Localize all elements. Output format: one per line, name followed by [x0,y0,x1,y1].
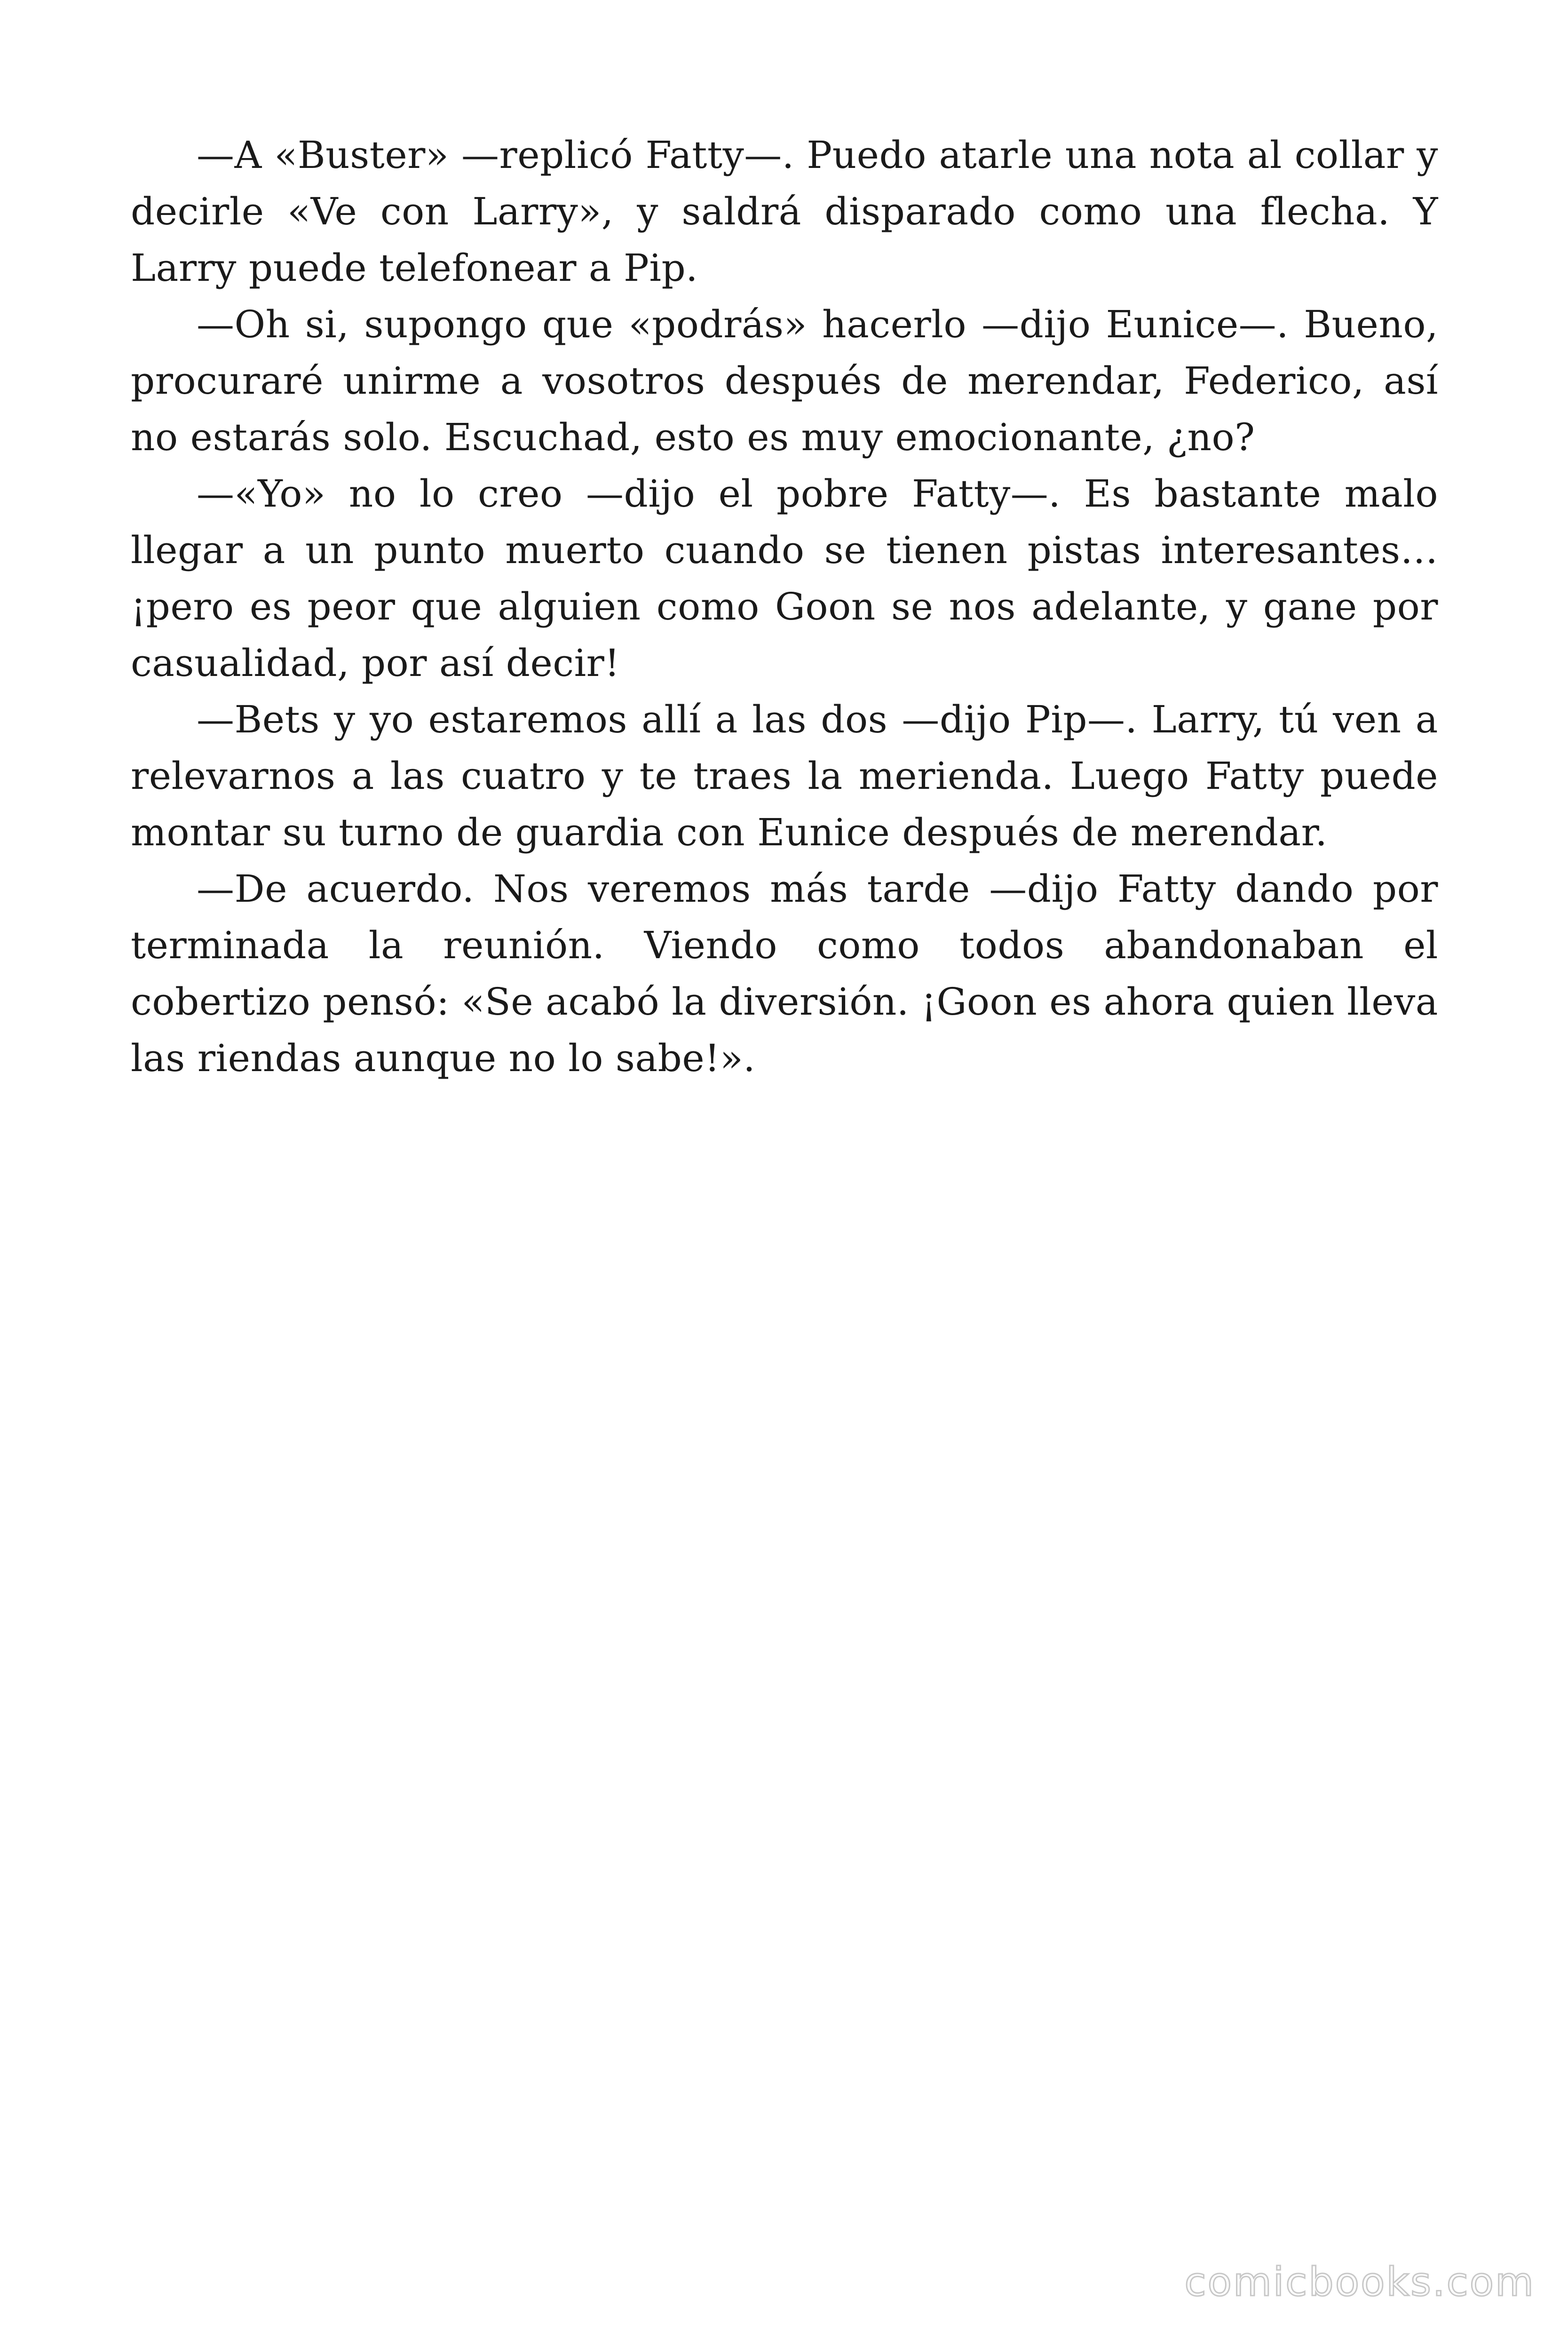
paragraph: —De acuerdo. Nos veremos más tarde —dijo Fatty dando por terminada la reunión. Viendo como todos abandonaban el cobertizo pensó: «Se acabó la diversión. ¡Goon es ahora quien lleva las riendas aunque no lo sabe!». [131,867,1438,1080]
watermark: comicbooks.com [1184,2259,1535,2305]
paragraph: —Oh si, supongo que «podrás» hacerlo —dijo Eunice—. Bueno, procuraré unirme a vosotros después de merendar, Federico, así no estarás solo. Escuchad, esto es muy emocionante, ¿no? [131,302,1438,459]
paragraph: —A «Buster» —replicó Fatty—. Puedo atarle una nota al collar y decirle «Ve con Larry», y saldrá disparado como una flecha. Y Larry puede telefonear a Pip. [131,133,1438,290]
paragraph: —Bets y yo estaremos allí a las dos —dijo Pip—. Larry, tú ven a relevarnos a las cuatro y te traes la merienda. Luego Fatty puede montar su turno de guardia con Eunice después de merendar. [131,698,1438,854]
body-text [131,127,1438,1087]
paragraph: —«Yo» no lo creo —dijo el pobre Fatty—. Es bastante malo llegar a un punto muerto cuando se tienen pistas interesantes… ¡pero es peor que alguien como Goon se nos adelante, y gane por casualidad, por así decir! [131,472,1438,685]
